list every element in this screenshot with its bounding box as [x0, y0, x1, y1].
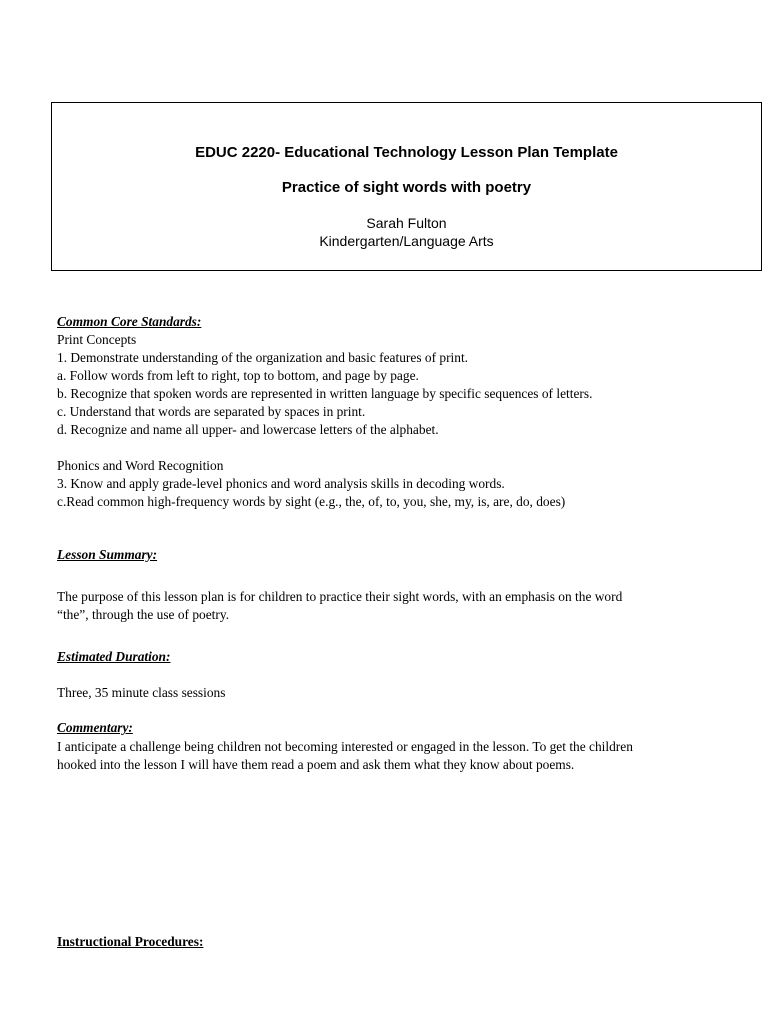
commentary-text-line: hooked into the lesson I will have them read a poem and ask them what they know about poems. [57, 757, 575, 772]
title-box [51, 102, 762, 271]
phonics-heading: Phonics and Word Recognition [57, 458, 224, 473]
commentary-text-line: I anticipate a challenge being children not becoming interested or engaged in the lesson. To get the children [57, 739, 633, 754]
document-title: EDUC 2220- Educational Technology Lesson Plan Template [195, 144, 618, 161]
duration-text: Three, 35 minute class sessions [57, 685, 226, 700]
lesson-title: Practice of sight words with poetry [281, 179, 532, 196]
summary-text-line: “the”, through the use of poetry. [57, 607, 230, 622]
standard-line: 1. Demonstrate understanding of the organization and basic features of print. [57, 350, 469, 365]
summary-text-line: The purpose of this lesson plan is for children to practice their sight words, with an emphasis on the word [57, 589, 623, 604]
standard-line: b. Recognize that spoken words are represented in written language by specific sequences of letters. [57, 386, 593, 401]
commentary-heading: Commentary: [57, 720, 133, 735]
procedures-heading: Instructional Procedures: [57, 934, 204, 949]
duration-heading: Estimated Duration: [57, 649, 171, 664]
standard-line: c. Understand that words are separated by spaces in print. [57, 404, 366, 419]
standards-heading: Common Core Standards: [57, 314, 202, 329]
author-name: Sarah Fulton [366, 215, 447, 231]
standard-line: d. Recognize and name all upper- and lowercase letters of the alphabet. [57, 422, 439, 437]
grade-subject: Kindergarten/Language Arts [319, 233, 494, 249]
summary-heading: Lesson Summary: [57, 547, 158, 562]
phonics-line: 3. Know and apply grade-level phonics and word analysis skills in decoding words. [57, 476, 505, 491]
print-concepts-label: Print Concepts [57, 332, 137, 347]
standard-line: a. Follow words from left to right, top to bottom, and page by page. [57, 368, 419, 383]
phonics-line: c.Read common high-frequency words by sight (e.g., the, of, to, you, she, my, is, are, do, does) [57, 494, 566, 509]
